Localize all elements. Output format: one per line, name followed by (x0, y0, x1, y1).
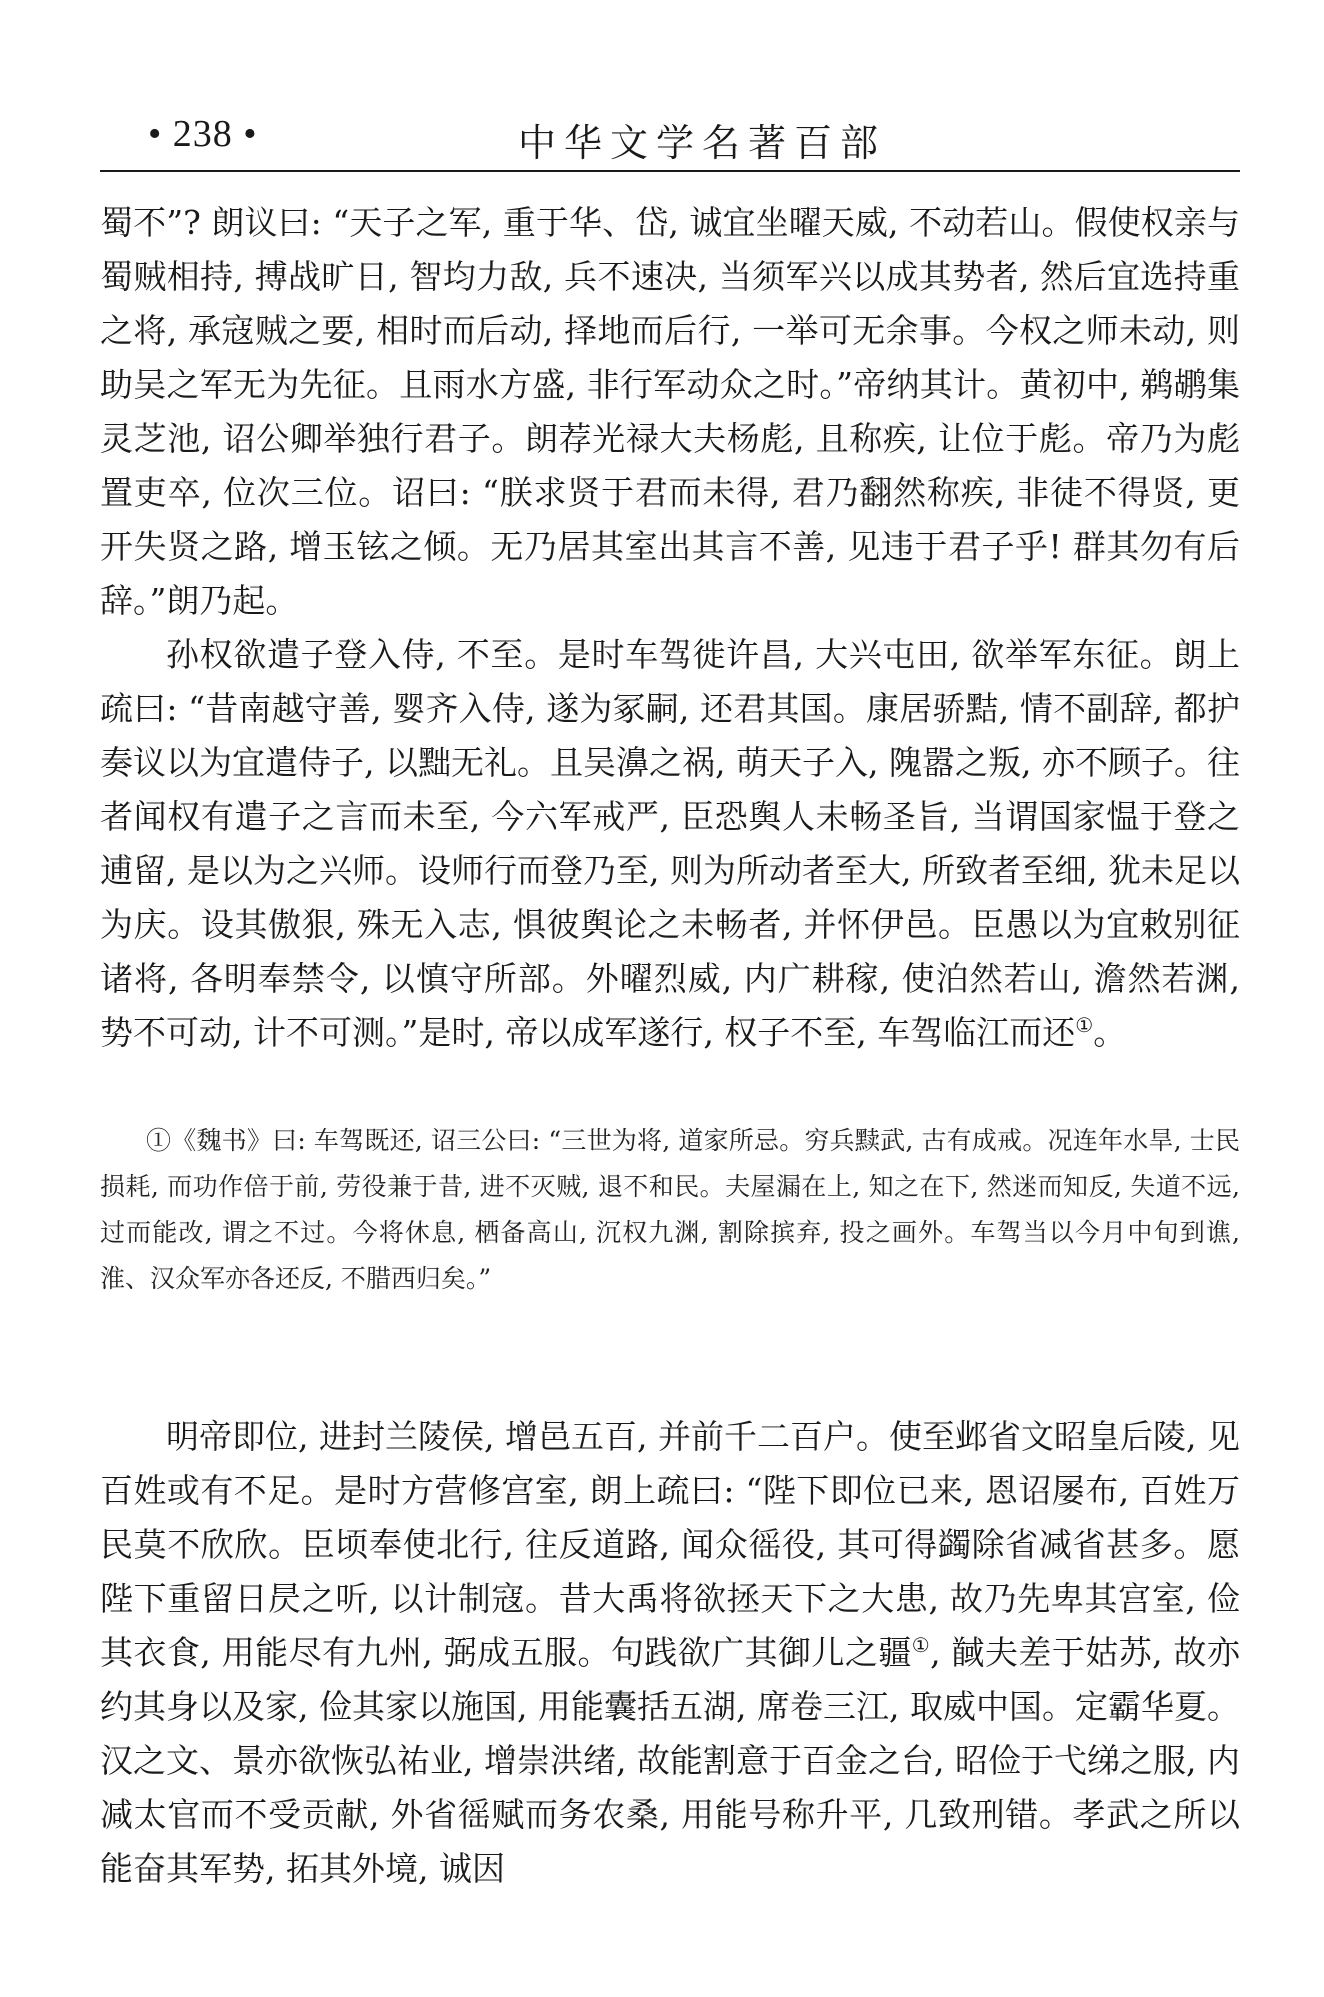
footnote (100, 1118, 1240, 1302)
footnote-mark: ① (1075, 1013, 1094, 1037)
paragraph-text: , 馘夫差于姑苏, 故亦约其身以及家, 俭其家以施国, 用能囊括五湖, 席卷三江, 取威中国。定霸华夏。汉之文、景亦欲恢弘祐业, 增崇洪绪, 故能割意于百金之台, 昭俭于弋绨之服, 内减太官而不受贡献, 外省徭赋而务农桑, 用能号称升平, 几致刑错。孝武之所以能奋其军势, 拓其外境, 诚因 (100, 1633, 1240, 1888)
paragraph-text: 孙权欲遣子登入侍, 不至。是时车驾徙许昌, 大兴屯田, 欲举军东征。朗上疏曰: “昔南越守善, 婴齐入侍, 遂为冢嗣, 还君其国。康居骄黠, 情不副辞, 都护奏议以为宜遣侍子, 以黜无礼。且吴濞之祸, 萌天子入, 隗嚣之叛, 亦不顾子。往者闻权有遣子之言而未至, 今六军戒严, 臣恐舆人未畅圣旨, 当谓国家愠于登之逋留, 是以为之兴师。设师行而登乃至, 则为所动者至大, 所致者至细, 犹未足以为庆。设其傲狠, 殊无入志, 惧彼舆论之未畅者, 并怀伊邑。臣愚以为宜敕别征诸将, 各明奉禁令, 以慎守所部。外曜烈威, 内广耕稼, 使泊然若山, 澹然若渊, 势不可动, 计不可测。”是时, 帝以成军遂行, 权子不至, 车驾临江而还 (100, 635, 1240, 1052)
book-title: 中华文学名著百部 (518, 121, 887, 165)
main-text-lower (100, 1410, 1240, 1896)
paragraph (100, 1410, 1240, 1896)
page-header (100, 108, 1240, 170)
header-rule (100, 170, 1240, 172)
page-number: • 238 • (148, 113, 258, 155)
footnote-mark: ① (911, 1633, 931, 1657)
paragraph (100, 628, 1240, 1060)
main-text-upper (100, 196, 1240, 1060)
paragraph-end: 。 (1093, 1013, 1127, 1052)
footnote-text: ①《魏书》曰: 车驾既还, 诏三公曰: “三世为将, 道家所忌。穷兵黩武, 古有成戒。况连年水旱, 士民损耗, 而功作倍于前, 劳役兼于昔, 进不灭贼, 退不和民。夫屋漏在上, 知之在下, 然迷而知反, 失道不远, 过而能改, 谓之不过。今将休息, 栖备高山, 沉权九渊, 割除摈弃, 投之画外。车驾当以今月中旬到谯, 淮、汉众军亦各还反, 不腊西归矣。” (100, 1126, 1240, 1293)
paragraph-text: 明帝即位, 进封兰陵侯, 增邑五百, 并前千二百户。使至邺省文昭皇后陵, 见百姓或有不足。是时方营修宫室, 朗上疏曰: “陛下即位已来, 恩诏屡布, 百姓万民莫不欣欣。臣顷奉使北行, 往反道路, 闻众徭役, 其可得蠲除省减省甚多。愿陛下重留日昃之听, 以计制寇。昔大禹将欲拯天下之大患, 故乃先卑其宫室, 俭其衣食, 用能尽有九州, 弼成五服。句践欲广其御儿之疆 (100, 1417, 1240, 1672)
paragraph: 蜀不”? 朗议曰: “天子之军, 重于华、岱, 诚宜坐曜天威, 不动若山。假使权亲与蜀贼相持, 搏战旷日, 智均力敌, 兵不速决, 当须军兴以成其势者, 然后宜选持重之将, 承寇贼之要, 相时而后动, 择地而后行, 一举可无余事。今权之师未动, 则助吴之军无为先征。且雨水方盛, 非行军动众之时。”帝纳其计。黄初中, 鹈鹕集灵芝池, 诏公卿举独行君子。朗荐光禄大夫杨彪, 且称疾, 让位于彪。帝乃为彪置吏卒, 位次三位。诏曰: “朕求贤于君而未得, 君乃翻然称疾, 非徒不得贤, 更开失贤之路, 增玉铉之倾。无乃居其室出其言不善, 见违于君子乎! 群其勿有后辞。”朗乃起。 (100, 203, 1240, 620)
